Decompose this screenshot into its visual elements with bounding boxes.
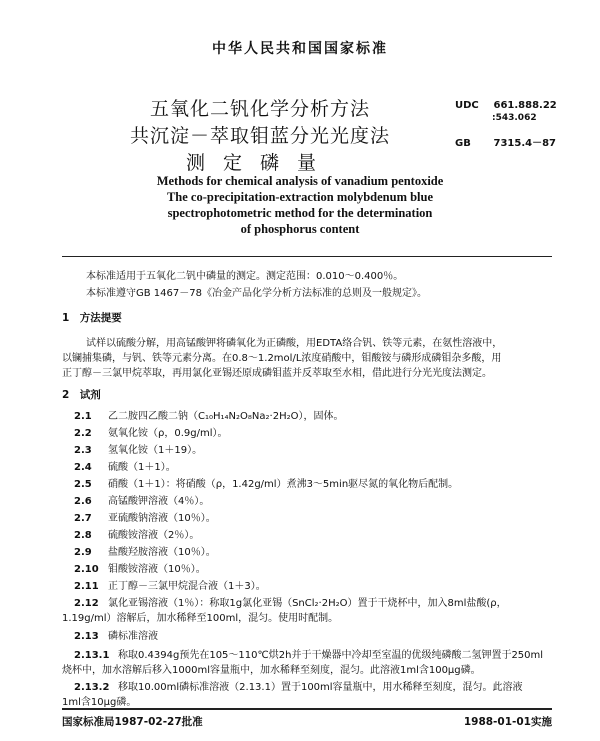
reagent-2-13-1 [74,646,543,661]
issuing-organization: 中华人民共和国国家标准 [212,41,388,57]
reagent-2-3 [74,441,202,456]
reagent-2-2 [74,424,228,439]
item-number: 2.10 [74,564,99,575]
reagent-2-10 [74,560,206,575]
effective-date: 1988-01-01实施 [463,716,552,728]
item-text: 氨氧化铵（ρ，0.9g/ml）。 [108,428,228,439]
item-number: 2.11 [74,581,99,592]
english-title-line-3: spectrophotometric method for the determination [167,206,433,220]
reagent-2-13-1-continued: 烧杯中，加水溶解后移入1000ml容量瓶中，加水稀释至刻度，混匀。此溶液1ml含100μg磷。 [62,665,481,676]
gb-code [455,134,556,149]
reagent-2-12 [74,594,507,609]
title-line-3: 测定磷量 [185,152,334,174]
section-1-heading: 1 方法提要 [62,312,122,324]
item-text: 硫酸铵溶液（2％）。 [108,530,200,541]
item-text: 氢氧化铵（1＋19）。 [108,445,203,456]
reagent-2-13-2 [74,678,523,693]
item-number: 2.12 [74,598,99,609]
reagent-2-5 [74,475,458,490]
item-number: 2.3 [74,445,92,456]
item-number: 2.13.1 [74,650,110,661]
reagent-2-13 [74,627,158,642]
item-number: 2.2 [74,428,92,439]
section-2-heading: 2 试剂 [62,389,101,401]
item-number: 2.13.2 [74,682,110,693]
item-text: 高锰酸钾溶液（4％）。 [108,496,210,507]
header-divider [62,256,552,257]
item-text: 磷标准溶液 [108,631,158,642]
scope-paragraph: 本标准适用于五氧化二钒中磷量的测定。测定范围：0.010～0.400％。 [86,271,404,282]
item-text: 氯化亚锡溶液（1％）：称取1g氯化亚锡（SnCl₂·2H₂O）置于干烧杯中，加入8ml盐酸(ρ， [108,598,507,609]
item-text: 硫酸（1＋1）。 [108,462,176,473]
gb-value: 7315.4－87 [493,138,556,149]
section-1-line-1: 试样以硫酸分解，用高锰酸钾将磷氧化为正磷酸，用EDTA络合钒、铁等元素，在氨性溶液中， [86,338,503,349]
english-title-line-2: The co-precipitation-extraction molybdenum blue [166,190,434,204]
item-number: 2.8 [74,530,92,541]
title-line-2: 共沉淀－萃取钼蓝分光光度法 [129,125,390,147]
reagent-2-11 [74,577,266,592]
item-number: 2.13 [74,631,99,642]
reagent-2-7 [74,509,216,524]
item-text: 亚硫酸钠溶液（10％）。 [108,513,216,524]
english-title-line-4: of phosphorus content [240,222,360,236]
item-number: 2.1 [74,411,92,422]
item-number: 2.7 [74,513,92,524]
udc-value: 661.888.22 [493,100,557,111]
udc-label: UDC [455,100,479,111]
item-text: 乙二胺四乙酸二钠（C₁₀H₁₄N₂O₈Na₂·2H₂O），固体。 [108,411,344,422]
section-1-line-2: 以镧捕集磷，与钒、铁等元素分离。在0.8～1.2mol/L浓度硝酸中，钼酸铵与磷形成磷钼杂多酸，用 [62,353,502,364]
item-number: 2.9 [74,547,92,558]
reagent-2-12-continued: 1.19g/ml）溶解后，加水稀释至100ml，混匀。使用时配制。 [62,613,339,624]
item-text: 移取10.00ml磷标准溶液（2.13.1）置于100ml容量瓶中，用水稀释至刻度，混匀。此溶液 [118,682,523,693]
item-text: 正丁醇－三氯甲烷混合液（1＋3）。 [108,581,266,592]
compliance-paragraph: 本标准遵守GB 1467－78《冶金产品化学分析方法标准的总则及一般规定》。 [86,288,427,299]
gb-label: GB [455,138,471,149]
reagent-2-4 [74,458,176,473]
reagent-2-6 [74,492,209,507]
footer-divider [62,708,552,710]
title-line-1: 五氧化二钒化学分析方法 [149,98,370,120]
section-1-line-3: 正丁醇－三氯甲烷萃取，再用氯化亚锡还原成磷钼蓝并反萃取至水相，借此进行分光光度法测定。 [62,368,492,379]
item-text: 称取0.4394g预先在105～110℃烘2h并于干燥器中冷却至室温的优级纯磷酸二氢钾置于250ml [118,650,544,661]
item-text: 钼酸铵溶液（10％）。 [108,564,206,575]
item-text: 盐酸羟胺溶液（10％）。 [108,547,216,558]
item-number: 2.5 [74,479,92,490]
reagent-2-8 [74,526,199,541]
reagent-2-1 [74,407,343,422]
english-title-line-1: Methods for chemical analysis of vanadium pentoxide [156,174,444,188]
reagent-2-13-2-continued: 1ml含10μg磷。 [62,697,137,708]
approval-date: 国家标准局1987-02-27批准 [62,716,203,728]
item-number: 2.4 [74,462,92,473]
reagent-2-9 [74,543,216,558]
udc-value-2: :543.062 [492,113,537,123]
item-number: 2.6 [74,496,92,507]
udc-code [455,100,557,111]
item-text: 硝酸（1＋1）：将硝酸（ρ，1.42g/ml）煮沸3～5min驱尽氮的氧化物后配制。 [108,479,459,490]
